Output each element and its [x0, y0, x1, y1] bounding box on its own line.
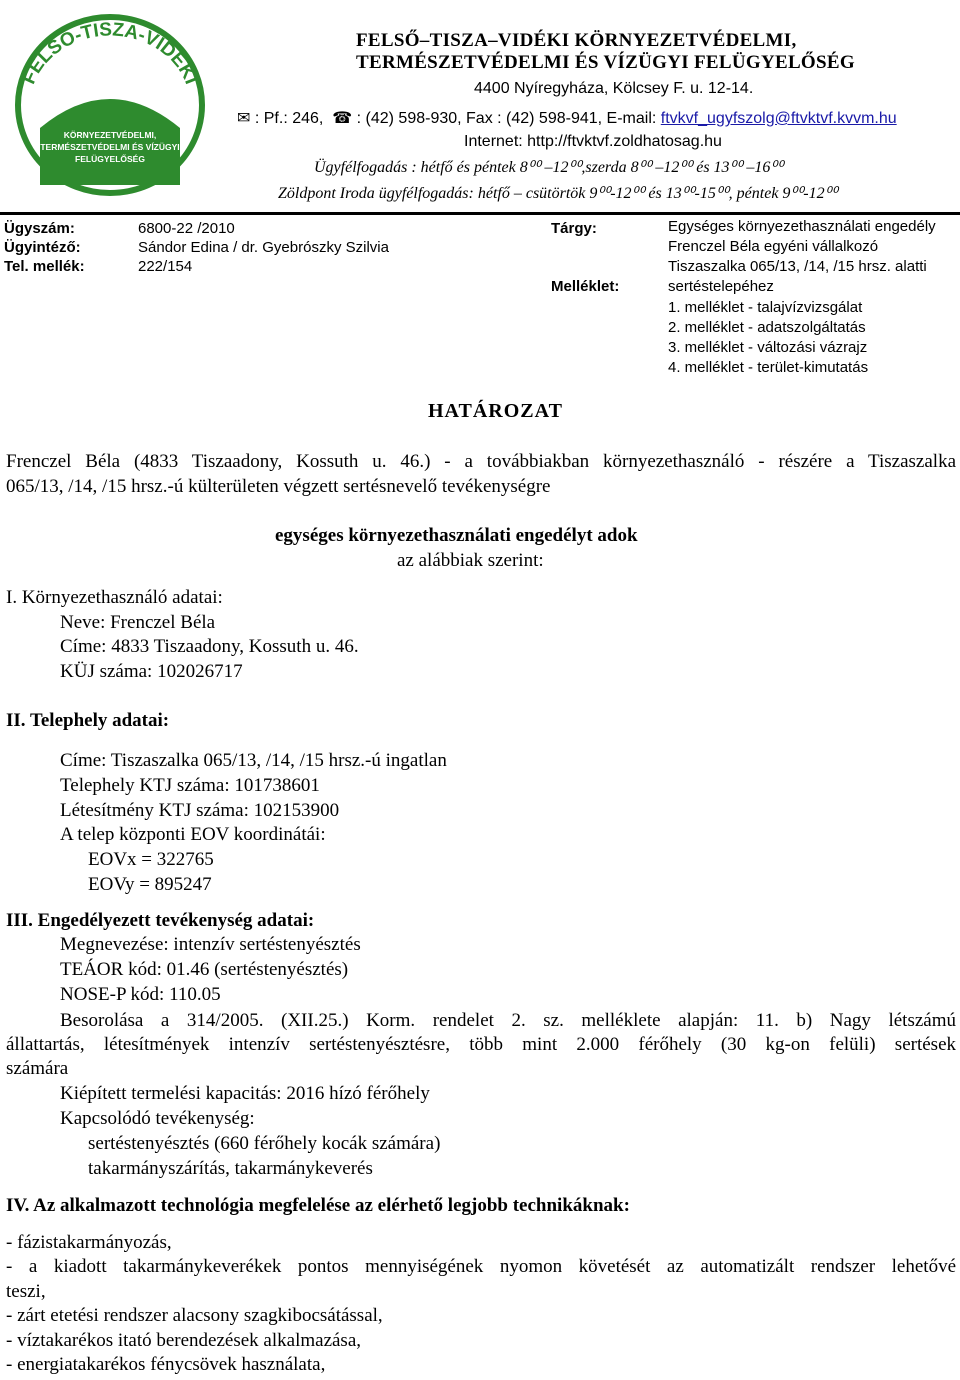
- targy-line-2: Frenczel Béla egyéni vállalkozó: [668, 238, 879, 255]
- logo-line-1: KÖRNYEZETVÉDELMI,: [63, 130, 157, 140]
- email-link[interactable]: ftvkvf_ugyfszolg@ftvktvf.kvvm.hu: [660, 110, 897, 127]
- melleklet-3: 3. melléklet - változási vázrajz: [668, 339, 868, 356]
- logo-arc-text: FELSŐ-TISZA-VIDÉKI: [18, 19, 202, 88]
- tel-value: 222/154: [138, 258, 193, 275]
- melleklet-4: 4. melléklet - terület-kimutatás: [668, 359, 869, 376]
- s3-sub-1: sertéstenyésztés (660 férőhely kocák számára): [88, 1133, 441, 1154]
- s3-megnevezes: Megnevezése: intenzív sertéstenyésztés: [60, 934, 361, 955]
- phone-icon: ☎: [327, 110, 353, 127]
- s3-teaor: TEÁOR kód: 01.46 (sertéstenyésztés): [60, 959, 349, 980]
- section-1-title: I. Környezethasználó adatai:: [6, 587, 223, 608]
- header-divider: [0, 212, 960, 215]
- org-name-line-1: FELSŐ–TISZA–VIDÉKI KÖRNYEZETVÉDELMI,: [356, 30, 797, 51]
- s4-item-1: - fázistakarmányozás,: [6, 1232, 172, 1253]
- melleklet-2: 2. melléklet - adatszolgáltatás: [668, 319, 866, 336]
- office-hours: Ügyfélfogadás : hétfő és péntek 8⁰⁰ –12⁰⁰,szerda 8⁰⁰ –12⁰⁰ és 13⁰⁰ –16⁰⁰: [314, 159, 784, 176]
- s2-telephely-ktj: Telephely KTJ száma: 101738601: [60, 775, 320, 796]
- logo-line-2: TERMÉSZETVÉDELMI ÉS VÍZÜGYI: [40, 142, 180, 152]
- tel-label: Tel. mellék:: [4, 258, 85, 275]
- ugyintezo-value: Sándor Edina / dr. Gyebrószky Szilvia: [138, 239, 389, 256]
- targy-label: Tárgy:: [551, 220, 597, 237]
- ugyszam-value: 6800-22 /2010: [138, 220, 235, 237]
- s1-kuj: KÜJ száma: 102026717: [60, 661, 243, 682]
- logo-line-3: FELÜGYELŐSÉG: [75, 154, 145, 164]
- grant-statement: egységes környezethasználati engedélyt adok: [275, 525, 638, 546]
- internet-link[interactable]: Internet: http://ftvktvf.zoldhatosag.hu: [464, 133, 722, 150]
- s2-eov-heading: A telep központi EOV koordinátái:: [60, 824, 326, 845]
- s1-address: Címe: 4833 Tiszaadony, Kossuth u. 46.: [60, 636, 359, 657]
- s1-name: Neve: Frenczel Béla: [60, 612, 216, 633]
- s4-item-3: - zárt etetési rendszer alacsony szagkibocsátással,: [6, 1305, 383, 1326]
- ugyintezo-label: Ügyintéző:: [4, 239, 81, 256]
- s2-letesitmeny-ktj: Létesítmény KTJ száma: 102153900: [60, 800, 340, 821]
- s4-item-2b: teszi,: [6, 1281, 46, 1302]
- s4-item-4: - víztakarékos itató berendezések alkalmazása,: [6, 1330, 362, 1351]
- section-2-title: II. Telephely adatai:: [6, 710, 170, 731]
- s4-item-2a: - a kiadott takarmánykeverékek pontos mennyiségének nyomon követését az automatizált rendszer lehetővé: [6, 1256, 956, 1277]
- intro-line-2: 065/13, /14, /15 hrsz.-ú külterületen végzett sertésnevelő tevékenységre: [6, 476, 551, 497]
- zoldpont-hours: Zöldpont Iroda ügyfélfogadás: hétfő – csütörtök 9⁰⁰-12⁰⁰ és 13⁰⁰-15⁰⁰, péntek 9⁰⁰-12⁰⁰: [278, 185, 838, 202]
- ugyszam-label: Ügyszám:: [4, 220, 75, 237]
- s3-besorolas-1: Besorolása a 314/2005. (XII.25.) Korm. rendelet 2. sz. melléklete alapján: 11. b) Nagy létszámú: [60, 1010, 956, 1031]
- targy-line-1: Egységes környezethasználati engedély: [668, 218, 936, 235]
- section-4-title: IV. Az alkalmazott technológia megfelelése az elérhető legjobb technikáknak:: [6, 1195, 630, 1216]
- targy-line-4: sertéstelepéhez: [668, 278, 774, 295]
- org-address: 4400 Nyíregyháza, Kölcsey F. u. 12-14.: [474, 80, 754, 97]
- melleklet-label: Melléklet:: [551, 278, 620, 295]
- s4-item-5: - energiatakarékos fénycsövek használata,: [6, 1354, 326, 1375]
- melleklet-1: 1. melléklet - talajvízvizsgálat: [668, 299, 863, 316]
- section-3-title: III. Engedélyezett tevékenység adatai:: [6, 910, 315, 931]
- s2-eovx: EOVx = 322765: [88, 849, 214, 870]
- agency-logo: [10, 10, 210, 200]
- s3-sub-2: takarmányszárítás, takarmánykeverés: [88, 1158, 373, 1179]
- contact-prefix: : Pf.: 246,: [254, 110, 324, 127]
- targy-line-3: Tiszaszalka 065/13, /14, /15 hrsz. alatti: [668, 258, 927, 275]
- document-title: HATÁROZAT: [428, 400, 563, 422]
- s3-besorolas-2: állattartás, létesítmények intenzív sertéstenyésztésre, több mint 2.000 férőhely (30 kg-on felüli) sertések: [6, 1034, 956, 1055]
- contact-line: [237, 108, 897, 128]
- s2-eovy: EOVy = 895247: [88, 874, 212, 895]
- s3-besorolas-3: számára: [6, 1058, 69, 1079]
- s3-kapacitas: Kiépített termelési kapacitás: 2016 hízó férőhely: [60, 1083, 430, 1104]
- contact-phone: : (42) 598-930, Fax : (42) 598-941, E-mail:: [356, 110, 657, 127]
- grant-suffix: az alábbiak szerint:: [397, 550, 544, 571]
- s3-kapcsolodo: Kapcsolódó tevékenység:: [60, 1108, 255, 1129]
- s2-address: Címe: Tiszaszalka 065/13, /14, /15 hrsz.-ú ingatlan: [60, 750, 447, 771]
- s3-nose: NOSE-P kód: 110.05: [60, 984, 221, 1005]
- mailbox-icon: ✉: [237, 110, 251, 127]
- org-name-line-2: TERMÉSZETVÉDELMI ÉS VÍZÜGYI FELÜGYELŐSÉG: [356, 52, 855, 73]
- intro-line-1: Frenczel Béla (4833 Tiszaadony, Kossuth u. 46.) - a továbbiakban környezethasználó - részére a Tiszaszalka: [6, 451, 956, 472]
